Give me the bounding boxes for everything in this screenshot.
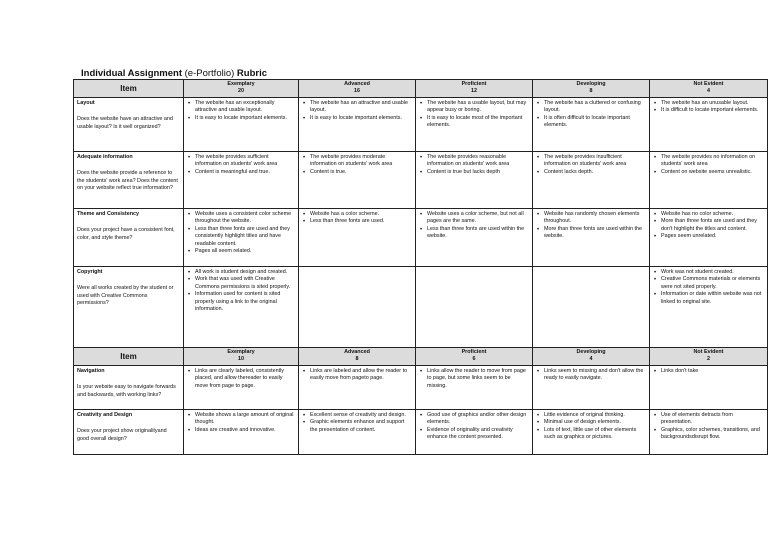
descriptor-item: • The website has a usable layout, but may appear busy or boring.: [427, 100, 529, 115]
level-points: 10: [238, 356, 244, 363]
level-header: [533, 347, 650, 365]
criterion-row: [74, 365, 768, 409]
criterion-row: [74, 208, 768, 266]
descriptor-list: [187, 368, 295, 390]
criterion-cell: [74, 208, 184, 266]
descriptor-list: [187, 100, 295, 122]
descriptor-item: • Website shows a large amount of original thought.: [195, 412, 295, 427]
descriptor-item: • Content lacks depth.: [544, 169, 646, 176]
descriptor-item: • It is easy to locate important elements.: [195, 115, 295, 122]
descriptor-cell: [299, 365, 416, 409]
descriptor-item: • Content is meaningful and true.: [195, 169, 295, 176]
criterion-question: Does your project show originalityand good overall design?: [77, 428, 167, 442]
level-points: 4: [589, 356, 593, 363]
descriptor-item: • Less than three fonts are used within the website.: [427, 226, 529, 241]
descriptor-list: [419, 154, 529, 176]
descriptor-cell: [650, 409, 768, 454]
descriptor-item: • Website has randomly chosen elements throughout.: [544, 211, 646, 226]
page-title: [81, 68, 267, 79]
level-name: Developing: [576, 348, 606, 355]
title-paren: (e-Portfolio): [184, 68, 235, 79]
descriptor-item: • The website provides insufficient information on students' work area: [544, 154, 646, 169]
descriptor-cell: [184, 208, 299, 266]
descriptor-list: [302, 211, 412, 226]
descriptor-cell: [533, 208, 650, 266]
descriptor-item: • Evidence of originality and creativity enhance the content presented.: [427, 427, 529, 442]
descriptor-item: • The website provides sufficient information on students' work area: [195, 154, 295, 169]
descriptor-list: [419, 368, 529, 390]
descriptor-list: [419, 412, 529, 442]
descriptor-item: • Website uses a consistent color scheme throughout the website.: [195, 211, 295, 226]
descriptor-item: • Links are labeled and allow the reader to easily move from pageto page.: [310, 368, 412, 383]
level-points: 6: [472, 356, 476, 363]
descriptor-item: • Website uses a color scheme, but not all pages are the same.: [427, 211, 529, 226]
descriptor-cell: [650, 266, 768, 347]
descriptor-item: • More than three fonts are used and they don't highlight the titles and content.: [661, 218, 764, 233]
descriptor-item: • Excellent sense of creativity and design.: [310, 412, 412, 419]
criterion-row: [74, 266, 768, 347]
descriptor-item: • Little evidence of original thinking.: [544, 412, 646, 419]
level-name: Not Evident: [693, 81, 724, 87]
level-name: Proficient: [461, 348, 487, 355]
descriptor-cell: [533, 409, 650, 454]
descriptor-item: • The website has an unusable layout.: [661, 100, 764, 107]
descriptor-list: [187, 412, 295, 434]
criterion-name: Layout: [77, 99, 95, 106]
criterion-row: [74, 97, 768, 151]
descriptor-item: • Use of elements detracts from presentation.: [661, 412, 764, 427]
criterion-name: Copyright: [77, 268, 103, 275]
descriptor-item: • Less than three fonts are used and they consistently highlight titles and have readable content.: [195, 226, 295, 248]
criterion-question: Does the website have an attractive and usable layout? Is it well organized?: [77, 116, 173, 130]
descriptor-cell: [416, 409, 533, 454]
descriptor-cell: [416, 151, 533, 208]
criterion-cell: [74, 266, 184, 347]
descriptor-item: • Work that was used with Creative Commons permissions is sited properly.: [195, 276, 295, 291]
level-header: [416, 80, 533, 98]
descriptor-cell: [533, 365, 650, 409]
item-header: Item: [74, 80, 184, 98]
descriptor-item: • Information used for content is sited properly using a link to the original information.: [195, 291, 295, 313]
descriptor-item: • The website provides no information on students' work area: [661, 154, 764, 169]
criterion-question: Does the website provide a reference to the students' work area? Does the content on your website reflect true information?: [77, 170, 178, 192]
descriptor-cell: [184, 409, 299, 454]
level-points: 16: [354, 88, 360, 95]
descriptor-list: [653, 154, 764, 176]
descriptor-cell: [533, 97, 650, 151]
descriptor-list: [419, 100, 529, 130]
descriptor-cell: [299, 266, 416, 347]
descriptor-item: • Information or date within website was not linked to original site.: [661, 291, 764, 306]
descriptor-cell: [299, 208, 416, 266]
descriptor-item: • Work was not student created.: [661, 269, 764, 276]
descriptor-list: [536, 211, 646, 241]
descriptor-list: [536, 154, 646, 176]
descriptor-item: • Links seem to missing and don't allow the ready to easily navigate.: [544, 368, 646, 383]
descriptor-item: • The website has a cluttered or confusing layout.: [544, 100, 646, 115]
descriptor-cell: [299, 409, 416, 454]
level-header: [650, 347, 768, 365]
descriptor-list: [302, 154, 412, 176]
descriptor-cell: [650, 365, 768, 409]
descriptor-item: • Links don't take: [661, 368, 764, 375]
descriptor-cell: [184, 266, 299, 347]
descriptor-list: [653, 211, 764, 241]
descriptor-list: [187, 211, 295, 256]
descriptor-item: • The website provides moderate information on students' work area: [310, 154, 412, 169]
descriptor-cell: [184, 97, 299, 151]
criterion-cell: [74, 409, 184, 454]
descriptor-list: [187, 154, 295, 176]
descriptor-cell: [184, 365, 299, 409]
level-points: 20: [238, 88, 244, 95]
level-name: Proficient: [461, 81, 487, 87]
descriptor-cell: [650, 151, 768, 208]
descriptor-cell: [416, 208, 533, 266]
descriptor-item: • Creative Commons materials or elements were not sited properly.: [661, 276, 764, 291]
level-header: [299, 347, 416, 365]
descriptor-list: [187, 269, 295, 314]
level-header: [299, 80, 416, 98]
descriptor-list: [536, 368, 646, 383]
level-name: Developing: [576, 81, 606, 87]
rubric-table: [73, 79, 768, 455]
descriptor-list: [653, 100, 764, 115]
descriptor-item: • Graphic elements enhance and support the presentation of content.: [310, 419, 412, 434]
level-points: 4: [707, 88, 710, 95]
criterion-name: Adequate information: [77, 153, 133, 160]
descriptor-item: • Pages seem unrelated.: [661, 233, 764, 240]
descriptor-item: • It is often difficult to locate important elements.: [544, 115, 646, 130]
descriptor-cell: [416, 365, 533, 409]
descriptor-list: [653, 368, 764, 375]
descriptor-cell: [299, 97, 416, 151]
descriptor-cell: [533, 151, 650, 208]
criterion-cell: [74, 365, 184, 409]
level-header: [416, 347, 533, 365]
criterion-question: Does your project have a consistent font, color, and style theme?: [77, 227, 175, 241]
level-header: [650, 80, 768, 98]
criterion-question: Were all works created by the student or used with Creative Commons permissions?: [77, 285, 174, 307]
descriptor-item: • Content is true but lacks depth: [427, 169, 529, 176]
criterion-row: [74, 151, 768, 208]
criterion-name: Navigation: [77, 367, 105, 374]
descriptor-cell: [650, 208, 768, 266]
descriptor-cell: [416, 266, 533, 347]
level-points: 8: [589, 88, 593, 95]
descriptor-item: • Less than three fonts are used.: [310, 218, 412, 225]
descriptor-list: [302, 412, 412, 434]
level-header: [184, 80, 299, 98]
descriptor-item: • Website has a color scheme.: [310, 211, 412, 218]
rubric-body: [74, 80, 768, 455]
title-main: Individual Assignment: [81, 68, 185, 79]
descriptor-cell: [184, 151, 299, 208]
level-points: 2: [707, 356, 710, 363]
descriptor-list: [302, 368, 412, 383]
item-header: Item: [74, 347, 184, 365]
level-points: 12: [471, 88, 477, 95]
descriptor-item: • Good use of graphics and/or other design elements.: [427, 412, 529, 427]
descriptor-list: [653, 269, 764, 306]
descriptor-list: [536, 412, 646, 442]
criterion-cell: [74, 97, 184, 151]
criterion-name: Theme and Consistency: [77, 210, 140, 217]
level-name: Advanced: [344, 348, 370, 355]
level-header: [533, 80, 650, 98]
descriptor-cell: [650, 97, 768, 151]
title-suffix: Rubric: [234, 68, 267, 79]
descriptor-item: • Graphics, color schemes, transitions, and backgroundsdisrupt flow.: [661, 427, 764, 442]
descriptor-item: • Links allow the reader to move from page to page, but some links seem to be missing.: [427, 368, 529, 390]
descriptor-list: [302, 100, 412, 122]
descriptor-item: • It is easy to locate most of the important elements.: [427, 115, 529, 130]
descriptor-item: • Minimal use of design elements.: [544, 419, 646, 426]
descriptor-list: [653, 412, 764, 442]
level-points: 8: [355, 356, 359, 363]
level-name: Advanced: [344, 81, 370, 87]
descriptor-item: • All work is student design and created.: [195, 269, 295, 276]
criterion-name: Creativity and Design: [77, 411, 133, 418]
descriptor-item: • The website has an attractive and usable layout.: [310, 100, 412, 115]
descriptor-item: • It is easy to locate important elements.: [310, 115, 412, 122]
level-name: Not Evident: [693, 348, 724, 355]
descriptor-cell: [416, 97, 533, 151]
descriptor-item: • More than three fonts are used within the website.: [544, 226, 646, 241]
level-name: Exemplary: [227, 348, 255, 355]
criterion-question: Is your website easy to navigate forwards and backwards, with working links?: [77, 384, 176, 398]
descriptor-item: • Links are clearly labeled, consistently placed, and allow thereader to easily move from page to page.: [195, 368, 295, 390]
descriptor-item: • Lots of text, little use of other elements such as graphics or pictures.: [544, 427, 646, 442]
level-name: Exemplary: [227, 81, 255, 87]
descriptor-item: • Website has no color scheme.: [661, 211, 764, 218]
criterion-cell: [74, 151, 184, 208]
descriptor-item: • The website has an exceptionally attractive and usable layout.: [195, 100, 295, 115]
level-header: [184, 347, 299, 365]
descriptor-cell: [533, 266, 650, 347]
descriptor-cell: [299, 151, 416, 208]
criterion-row: [74, 409, 768, 454]
descriptor-item: • Pages all seem related.: [195, 248, 295, 255]
descriptor-item: • It is difficult to locate important elements.: [661, 107, 764, 114]
descriptor-item: • Content on website seems unrealistic.: [661, 169, 764, 176]
descriptor-item: • Ideas are creative and innovative.: [195, 427, 295, 434]
header-row: [74, 347, 768, 365]
header-row: [74, 80, 768, 98]
descriptor-list: [419, 211, 529, 241]
descriptor-item: • Content is true.: [310, 169, 412, 176]
descriptor-list: [536, 100, 646, 130]
descriptor-item: • The website provides reasonable information on students' work area: [427, 154, 529, 169]
